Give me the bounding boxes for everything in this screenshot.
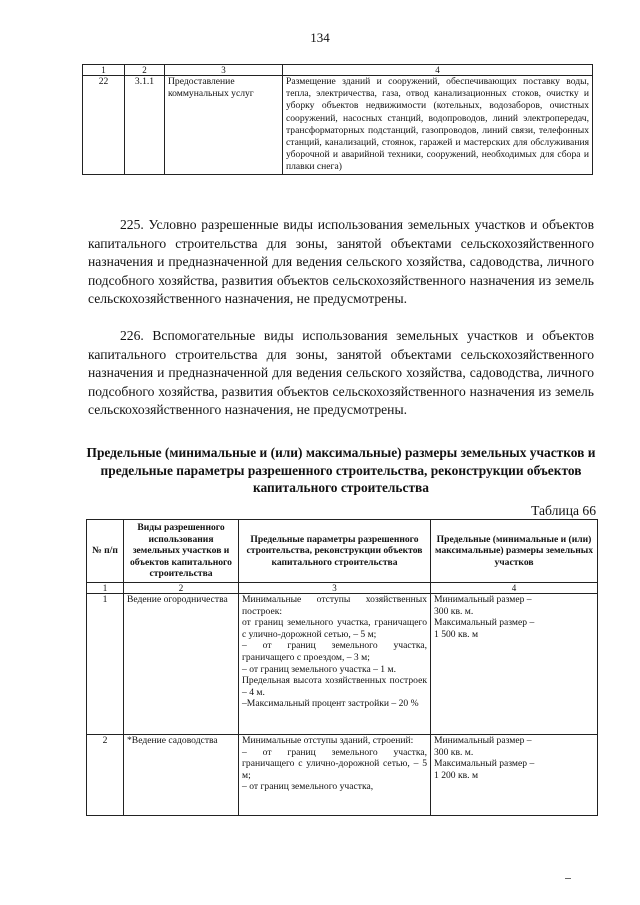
header-params: Предельные параметры разрешенного строительства, реконструкции объектов капитального строительства [239, 520, 431, 583]
header-use: Виды разрешенного использования земельных участков и объектов капитального строительства [124, 520, 239, 583]
col-number: 1 [87, 582, 124, 593]
section-heading: Предельные (минимальные и (или) максимальные) размеры земельных участков и предельные параметры разрешенного строительства, реконструкции объектов капитального строительства [86, 445, 596, 495]
row-number: 2 [87, 734, 124, 815]
table-66 [86, 519, 598, 816]
use-name: Предоставление коммунальных услуг [165, 76, 283, 175]
use-code: 3.1.1 [125, 76, 165, 175]
param-line: –Максимальный процент застройки – 20 % [242, 698, 419, 710]
column-number-row [83, 65, 593, 76]
table-row [87, 593, 598, 734]
sizes-cell [431, 593, 598, 734]
size-line: 300 кв. м. [434, 746, 474, 758]
param-line: – от границ земельного участка, граничащего с улично-дорожной сетью, – 5 м; [242, 746, 427, 781]
param-line: – от границ земельного участка, граничащего с проездом, – 3 м; [242, 640, 427, 663]
param-line: – от границ земельного участка – 1 м. [242, 663, 396, 675]
page-number: 134 [310, 30, 330, 45]
paragraph-text: 226. Вспомогательные виды использования земельных участков и объектов капитального строительства для зоны, занятой объектами сельскохозяйственного назначения и предназначенной для ведения сельского хозяйства, садоводства, личного подсобного хозяйства, развития объектов сельскохозяйственного назначения из земель сельскохозяйственного назначения, не предусмотрены. [88, 328, 594, 418]
size-line: 1 500 кв. м [434, 628, 479, 640]
header-sizes: Предельные (минимальные и (или) максимальные) размеры земельных участков [431, 520, 598, 583]
param-line: – от границ земельного участка, [242, 781, 374, 793]
table-row [87, 734, 598, 815]
header-no: № п/п [87, 520, 124, 583]
params-cell [239, 593, 431, 734]
paragraph-225 [88, 216, 594, 309]
param-line: от границ земельного участка, граничащего с улично-дорожной сетью, – 5 м; [242, 617, 427, 640]
param-line: Минимальные отступы хозяйственных построек: [242, 593, 427, 617]
col-number: 4 [431, 582, 598, 593]
use-name: *Ведение садоводства [124, 734, 239, 815]
sizes-cell [431, 734, 598, 815]
size-line: Минимальный размер – [434, 734, 532, 746]
table-row [83, 76, 593, 175]
col-number: 2 [124, 582, 239, 593]
size-line: 1 200 кв. м [434, 769, 479, 781]
column-number-row [87, 582, 598, 593]
size-line: 300 кв. м. [434, 605, 474, 617]
table-label: Таблица 66 [531, 503, 596, 518]
size-line: Максимальный размер – [434, 617, 535, 629]
header-row [87, 520, 598, 583]
paragraph-226 [88, 327, 594, 420]
param-line: Минимальные отступы зданий, строений: [242, 734, 414, 746]
size-line: Минимальный размер – [434, 593, 532, 605]
col-number: 4 [283, 65, 593, 76]
col-number: 3 [239, 582, 431, 593]
params-cell [239, 734, 431, 815]
col-number: 1 [83, 65, 125, 76]
paragraph-text: 225. Условно разрешенные виды использования земельных участков и объектов капитального строительства для зоны, занятой объектами сельскохозяйственного назначения и предназначенной для ведения сельского хозяйства, садоводства, личного подсобного хозяйства, развития объектов сельскохозяйственного назначения из земель сельскохозяйственного назначения, не предусмотрены. [88, 217, 594, 307]
param-line: Предельная высота хозяйственных построек – 4 м. [242, 675, 427, 698]
col-number: 2 [125, 65, 165, 76]
use-name: Ведение огородничества [124, 593, 239, 734]
row-number: 1 [87, 593, 124, 734]
scan-mark [565, 878, 571, 879]
size-line: Максимальный размер – [434, 758, 535, 770]
continuation-table [82, 64, 593, 175]
col-number: 3 [165, 65, 283, 76]
row-number: 22 [83, 76, 125, 175]
use-description: Размещение зданий и сооружений, обеспечивающих поставку воды, тепла, электричества, газа, отвод канализационных стоков, очистку и уборку объектов недвижимости (котельных, водозаборов, очистных сооружений, насосных станций, водопроводов, линий электропередач, трансформаторных подстанций, газопроводов, линий связи, телефонных станций, канализаций, стоянок, гаражей и мастерских для обслуживания уборочной и аварийной техники, сооружений, необходимых для сбора и плавки снега) [283, 76, 593, 175]
